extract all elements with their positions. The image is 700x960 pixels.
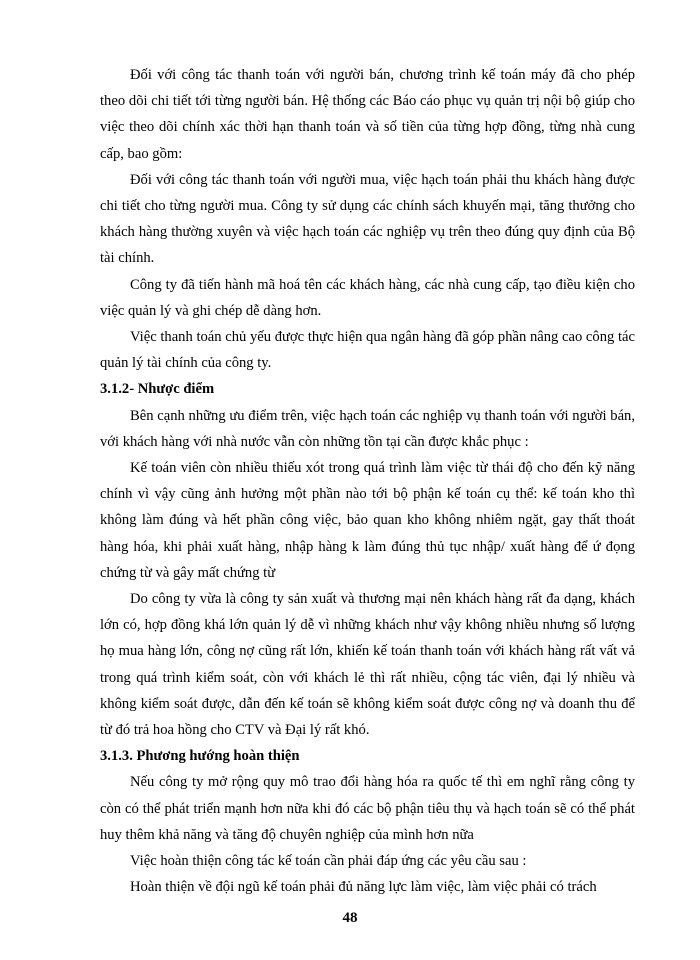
paragraph: Hoàn thiện về đội ngũ kế toán phải đủ năng lực làm việc, làm việc phải có trách xyxy=(130,879,597,896)
section-heading-improvement-direction: 3.1.3. Phương hướng hoàn thiện xyxy=(100,748,300,765)
paragraph: Đối với công tác thanh toán với người mua, việc hạch toán phải thu khách hàng được chi tiết cho từng người mua. Công ty sử dụng các chính sách khuyến mại, tăng thưởng cho khách hàng thường xuyên và việc hạch toán các nghiệp vụ trên theo đúng quy định của Bộ tài chính. xyxy=(100,171,635,267)
paragraph: Việc thanh toán chủ yếu được thực hiện qua ngân hàng đã góp phần nâng cao công tác quản lý tài chính của công ty. xyxy=(100,329,635,372)
paragraph: Nếu công ty mở rộng quy mô trao đổi hàng hóa ra quốc tế thì em nghĩ rằng công ty còn có thể phát triển mạnh hơn nữa khi đó các bộ phận tiêu thụ và hạch toán sẽ có thể phát huy thêm khả năng và tăng độ chuyên nghiệp của mình hơn nữa xyxy=(100,774,635,843)
paragraph: Việc hoàn thiện công tác kế toán cần phải đáp ứng các yêu cầu sau : xyxy=(130,853,527,870)
paragraph: Bên cạnh những ưu điểm trên, việc hạch toán các nghiệp vụ thanh toán với người bán, với khách hàng với nhà nước vẫn còn những tồn tại cần được khắc phục : xyxy=(100,407,635,450)
paragraph: Do công ty vừa là công ty sản xuất và thương mại nên khách hàng rất đa dạng, khách lớn có, hợp đồng khá lớn quản lý dễ vì những khách như vậy không nhiều nhưng số lượng họ mua hàng lớn, công nợ cũng rất lớn, khiến kế toán thanh toán với khách hàng rất vất vả trong quá trình kiểm soát, còn với khách lẻ thì rất nhiều, cộng tác viên, đại lý nhiều và không kiểm soát được, dẫn đến kế toán sẽ không kiểm soát được công nợ và doanh thu để từ đó trả hoa hồng cho CTV và Đại lý rất khó. xyxy=(100,591,635,739)
paragraph: Kế toán viên còn nhiều thiếu xót trong quá trình làm việc từ thái độ cho đến kỹ năng chính vì vậy cũng ảnh hưởng một phần nào tới bộ phận kế toán cụ thể: kế toán kho thì không làm đúng và hết phần công việc, bảo quan kho không nhiêm ngặt, gay thất thoát hàng hóa, khi phải xuất hàng, nhập hàng k làm đúng thủ tục nhập/ xuất hàng để ứ đọng chứng từ và gây mất chứng từ xyxy=(100,460,635,581)
section-heading-weaknesses: 3.1.2- Nhược điểm xyxy=(100,381,215,398)
paragraph: Đối với công tác thanh toán với người bán, chương trình kế toán máy đã cho phép theo dõi chi tiết tới từng người bán. Hệ thống các Báo cáo phục vụ quản trị nội bộ giúp cho việc theo dõi chính xác thời hạn thanh toán và số tiền của từng hợp đồng, từng nhà cung cấp, bao gồm: xyxy=(100,67,635,162)
paragraph: Công ty đã tiến hành mã hoá tên các khách hàng, các nhà cung cấp, tạo điều kiện cho việc quản lý và ghi chép dễ dàng hơn. xyxy=(100,276,635,319)
document-body xyxy=(100,62,635,901)
page-number: 48 xyxy=(342,910,358,926)
